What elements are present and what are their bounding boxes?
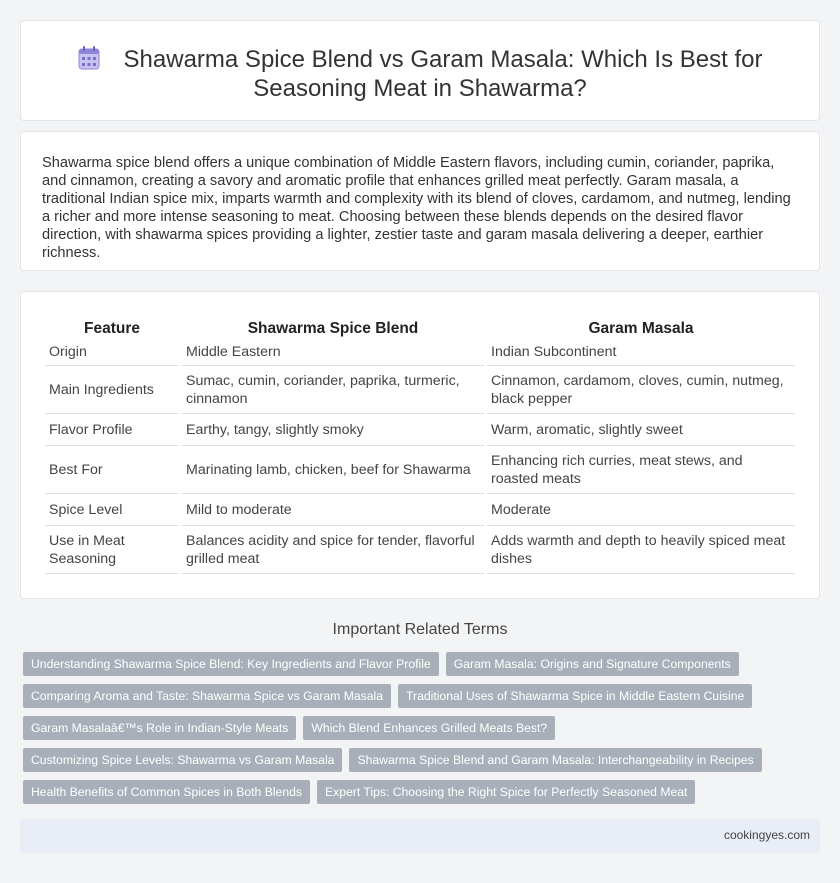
footer-site-link[interactable]: cookingyes.com bbox=[723, 828, 810, 842]
table-cell: Origin bbox=[45, 338, 179, 366]
table-cell: Moderate bbox=[487, 494, 795, 526]
header-feature: Feature bbox=[84, 320, 140, 337]
header-shawarma: Shawarma Spice Blend bbox=[247, 320, 419, 337]
table-cell: Sumac, cumin, coriander, paprika, turmeric, cinnamon bbox=[182, 366, 484, 414]
table-row bbox=[45, 526, 795, 574]
table-cell: Enhancing rich curries, meat stews, and roasted meats bbox=[487, 446, 795, 494]
related-term-link[interactable]: Garam Masalaâ€™s Role in Indian-Style Meats bbox=[23, 716, 296, 740]
table-cell: Main Ingredients bbox=[45, 366, 179, 414]
related-term-link[interactable]: Traditional Uses of Shawarma Spice in Middle Eastern Cuisine bbox=[398, 684, 752, 708]
comparison-table bbox=[42, 316, 798, 574]
table-cell: Balances acidity and spice for tender, flavorful grilled meat bbox=[182, 526, 484, 574]
related-term-link[interactable]: Customizing Spice Levels: Shawarma vs Garam Masala bbox=[23, 748, 342, 772]
table-row bbox=[45, 366, 795, 414]
related-term-link[interactable]: Health Benefits of Common Spices in Both Blends bbox=[23, 780, 310, 804]
table-row bbox=[45, 494, 795, 526]
related-terms-title: Important Related Terms bbox=[332, 621, 508, 638]
table-cell: Best For bbox=[45, 446, 179, 494]
table-cell: Warm, aromatic, slightly sweet bbox=[487, 414, 795, 446]
intro-card bbox=[20, 131, 820, 271]
table-row bbox=[45, 414, 795, 446]
table-cell: Cinnamon, cardamom, cloves, cumin, nutmeg, black pepper bbox=[487, 366, 795, 414]
table-row bbox=[45, 446, 795, 494]
table-cell: Use in Meat Seasoning bbox=[45, 526, 179, 574]
page-title-wrap bbox=[21, 45, 819, 103]
related-term-link[interactable]: Comparing Aroma and Taste: Shawarma Spice vs Garam Masala bbox=[23, 684, 391, 708]
table-cell: Spice Level bbox=[45, 494, 179, 526]
table-cell: Adds warmth and depth to heavily spiced meat dishes bbox=[487, 526, 795, 574]
page-title: Shawarma Spice Blend vs Garam Masala: Which Is Best for Seasoning Meat in Shawarma? bbox=[123, 46, 763, 102]
table-cell: Mild to moderate bbox=[182, 494, 484, 526]
table-cell: Marinating lamb, chicken, beef for Shawarma bbox=[182, 446, 484, 494]
comparison-table-card bbox=[20, 291, 820, 599]
intro-paragraph: Shawarma spice blend offers a unique combination of Middle Eastern flavors, including cumin, coriander, paprika, and cinnamon, creating a savory and aromatic profile that enhances grilled meat perfectly. Garam masala, a traditional Indian spice mix, imparts warmth and complexity with its blend of cloves, cardamom, and nutmeg, lending a richer and more intense seasoning to meat. Choosing between these blends depends on the desired flavor direction, with shawarma spices providing a lighter, zestier taste and garam masala delivering a deeper, earthier richness. bbox=[42, 155, 791, 261]
table-header-row bbox=[45, 316, 795, 338]
table-cell: Middle Eastern bbox=[182, 338, 484, 366]
related-term-link[interactable]: Expert Tips: Choosing the Right Spice for Perfectly Seasoned Meat bbox=[317, 780, 695, 804]
table-cell: Flavor Profile bbox=[45, 414, 179, 446]
related-terms-list bbox=[23, 652, 803, 812]
calendar-icon bbox=[78, 46, 100, 70]
table-cell: Indian Subcontinent bbox=[487, 338, 795, 366]
footer-bar bbox=[20, 819, 820, 853]
header-garam-masala: Garam Masala bbox=[588, 320, 694, 337]
related-term-link[interactable]: Shawarma Spice Blend and Garam Masala: Interchangeability in Recipes bbox=[349, 748, 761, 772]
related-term-link[interactable]: Which Blend Enhances Grilled Meats Best? bbox=[303, 716, 555, 740]
related-term-link[interactable]: Garam Masala: Origins and Signature Components bbox=[446, 652, 739, 676]
table-row bbox=[45, 338, 795, 366]
related-term-link[interactable]: Understanding Shawarma Spice Blend: Key Ingredients and Flavor Profile bbox=[23, 652, 439, 676]
table-cell: Earthy, tangy, slightly smoky bbox=[182, 414, 484, 446]
title-card bbox=[20, 20, 820, 121]
